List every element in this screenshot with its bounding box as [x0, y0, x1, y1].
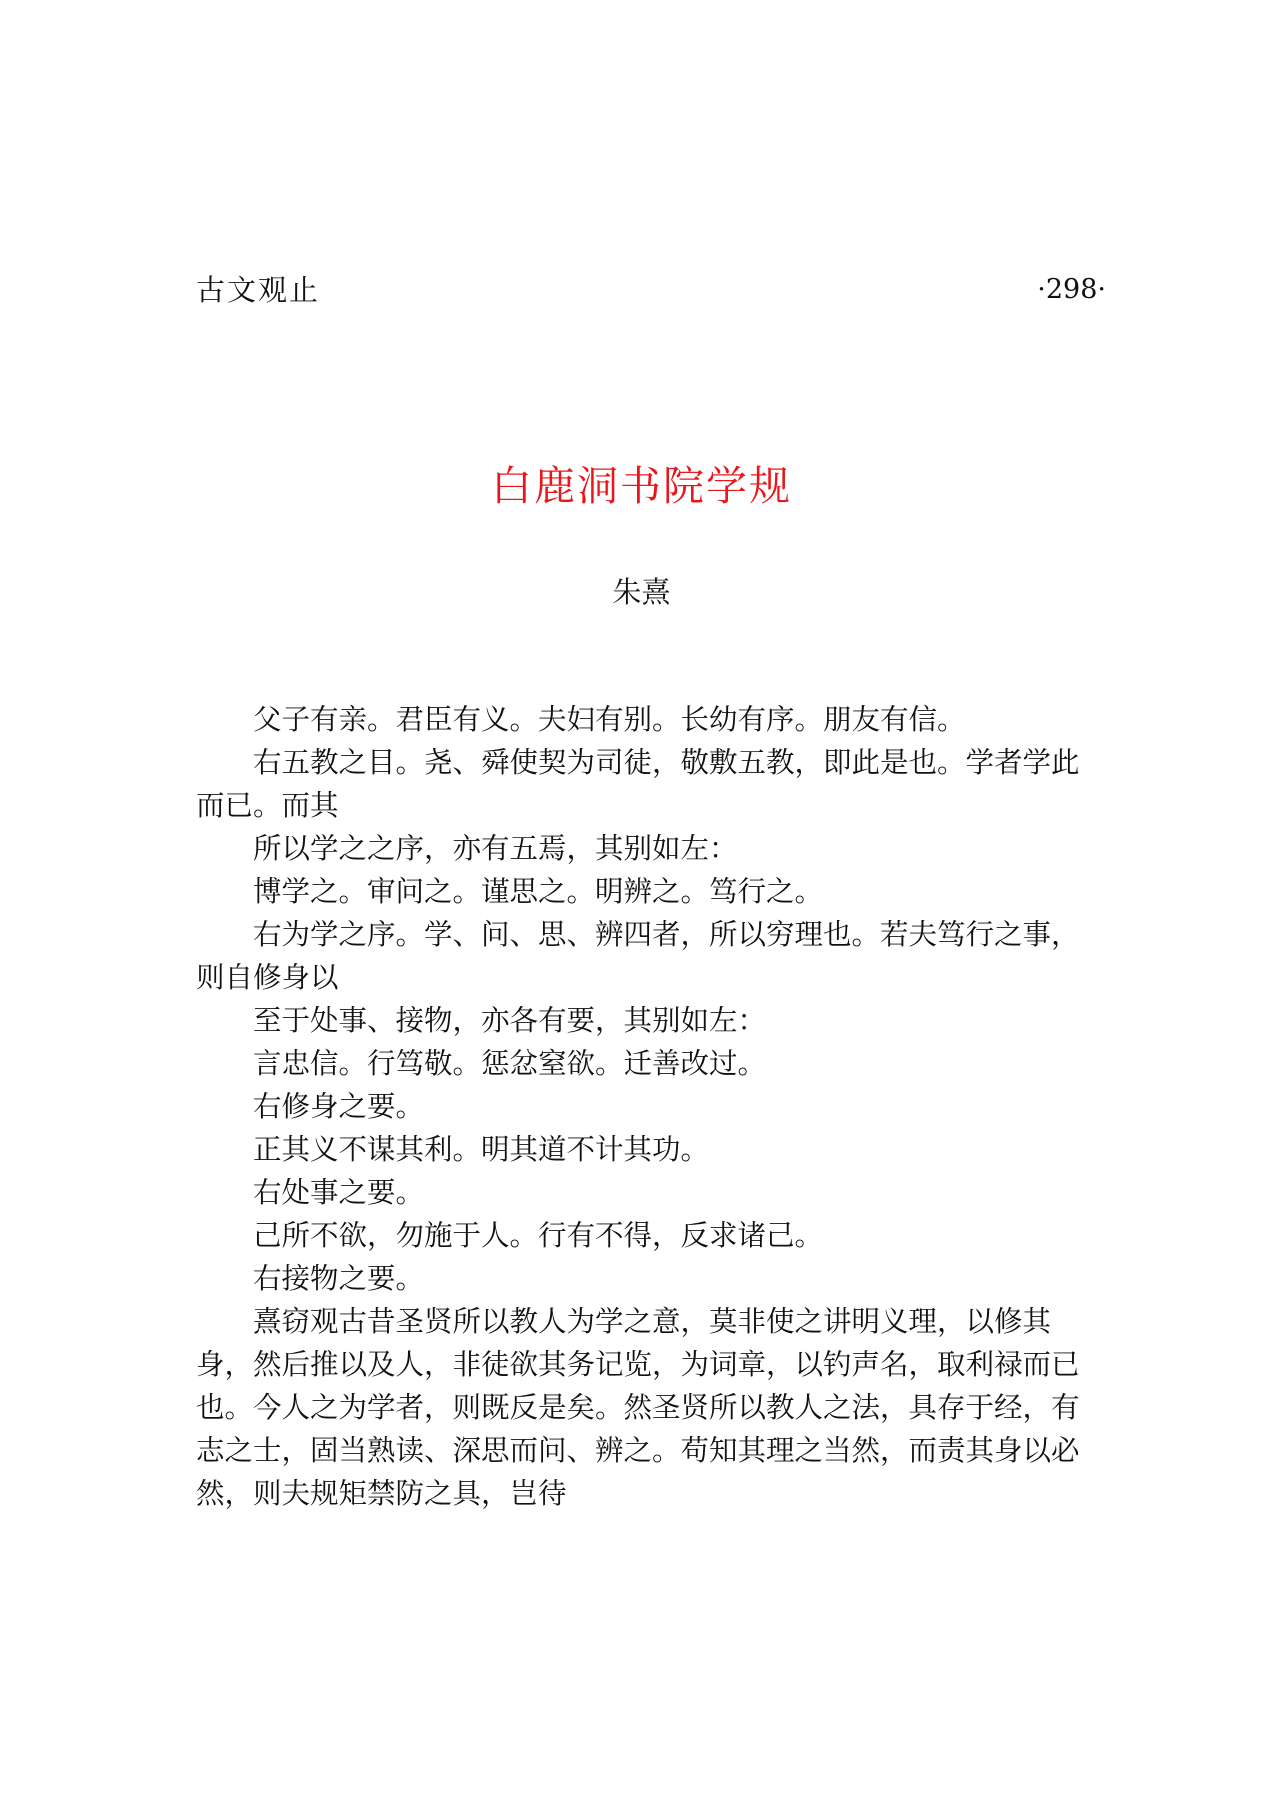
paragraph: 正其义不谋其利。明其道不计其功。 [253, 1133, 710, 1166]
page-number: ·298· [1037, 274, 1106, 305]
paragraph: 右为学之序。学、问、思、辨四者，所以穷理也。若夫笃行之事，则自修身以 [196, 918, 1080, 994]
paragraph: 父子有亲。君臣有义。夫妇有别。长幼有序。朋友有信。 [253, 703, 966, 736]
running-header [196, 268, 1106, 312]
paragraph: 右处事之要。 [253, 1176, 425, 1209]
paragraph: 博学之。审问之。谨思之。明辨之。笃行之。 [253, 875, 824, 908]
essay-body [196, 698, 1106, 1515]
essay-title: 白鹿洞书院学规 [491, 462, 792, 510]
paragraph: 右五教之目。尧、舜使契为司徒，敬敷五教，即此是也。学者学此而已。而其 [196, 746, 1080, 822]
paragraph: 右接物之要。 [253, 1262, 425, 1295]
paragraph: 己所不欲，勿施于人。行有不得，反求诸己。 [253, 1219, 824, 1252]
book-title: 古文观止 [196, 273, 321, 307]
paragraph: 至于处事、接物，亦各有要，其别如左： [253, 1004, 767, 1037]
paragraph: 所以学之之序，亦有五焉，其别如左： [253, 832, 738, 865]
paragraph: 熹窃观古昔圣贤所以教人为学之意，莫非使之讲明义理，以修其身，然后推以及人，非徒欲其务记览，为词章，以钓声名，取利禄而已也。今人之为学者，则既反是矣。然圣贤所以教人之法，具存于经，有志之士，固当熟读、深思而问、辨之。苟知其理之当然，而责其身以必然，则夫规矩禁防之具，岂待 [196, 1305, 1080, 1510]
essay-author: 朱熹 [612, 575, 671, 609]
paragraph: 右修身之要。 [253, 1090, 425, 1123]
paragraph: 言忠信。行笃敬。惩忿窒欲。迁善改过。 [253, 1047, 767, 1080]
